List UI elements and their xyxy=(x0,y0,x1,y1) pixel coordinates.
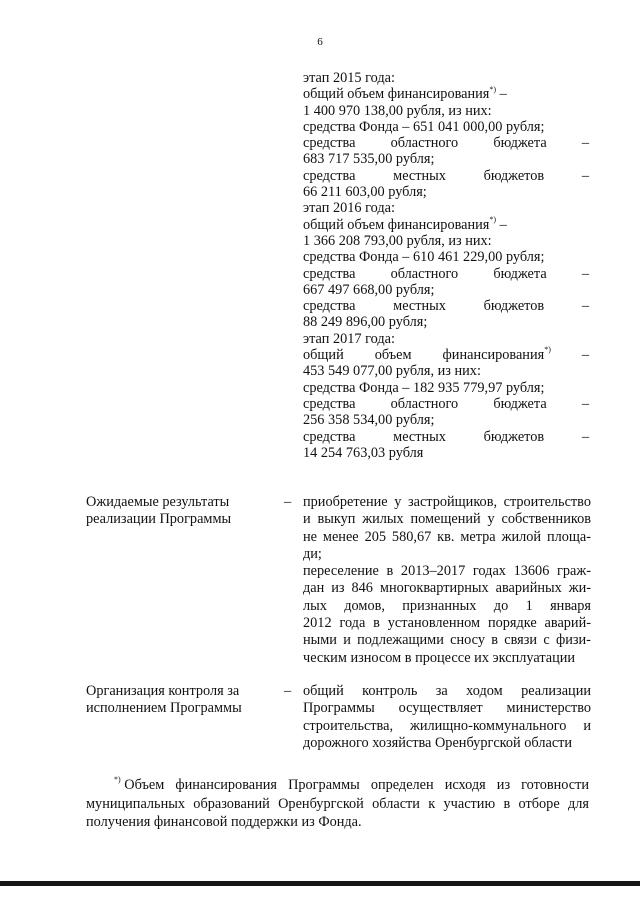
text-line xyxy=(303,700,591,717)
word: общий xyxy=(303,683,344,699)
text-line xyxy=(303,511,591,528)
word: осуществляет xyxy=(398,700,483,717)
word: бюджетов xyxy=(483,428,545,445)
word: ходом xyxy=(466,683,503,699)
word: строительство xyxy=(503,494,591,510)
stage-2015-title: этап 2015 года: xyxy=(303,70,395,86)
word: жилищно-коммунального xyxy=(409,717,567,734)
financing-block xyxy=(303,70,589,461)
footnote xyxy=(86,776,589,829)
word: средства xyxy=(303,135,356,152)
word: аварий- xyxy=(544,615,591,632)
word: – xyxy=(581,298,589,315)
text-line xyxy=(303,580,591,597)
marker: *) xyxy=(114,775,121,785)
word: января xyxy=(550,597,591,614)
word-with-marker xyxy=(443,347,551,363)
word: бюджета xyxy=(493,265,547,282)
word: физи- xyxy=(555,632,591,649)
text-line: ческим износом в процессе их эксплуатации xyxy=(303,649,576,666)
word: местных xyxy=(393,167,446,184)
stage-2017-amount: 453 549 077,00 рубля, из них: xyxy=(303,363,481,380)
label-line: исполнением Программы xyxy=(86,700,242,717)
word: бюджета xyxy=(493,135,547,152)
word: переселение xyxy=(303,563,379,580)
word: года xyxy=(339,615,366,632)
word: из xyxy=(496,777,511,793)
control-label xyxy=(86,683,266,718)
footnote-line xyxy=(86,776,589,795)
word: местных xyxy=(393,428,446,445)
word: за xyxy=(435,683,448,699)
word: финансирования xyxy=(442,347,545,364)
stage-2016-title: этап 2016 года: xyxy=(303,200,395,217)
word: местных xyxy=(393,298,446,315)
word: – xyxy=(581,265,589,282)
word: Программы xyxy=(288,777,360,793)
row-dash: – xyxy=(284,494,292,510)
word: к xyxy=(428,795,436,812)
expected-results-label xyxy=(86,494,266,529)
stage-2016-total xyxy=(303,214,589,233)
stage-2015-regional xyxy=(303,135,589,151)
word: областного xyxy=(390,265,459,282)
word: Оренбургской xyxy=(278,795,364,812)
word: жи- xyxy=(568,580,591,597)
control-text xyxy=(303,683,591,752)
word: с xyxy=(543,632,550,649)
footnote-marker: *) xyxy=(489,84,497,94)
footnote-marker: *) xyxy=(489,214,497,224)
word: помещений xyxy=(410,511,481,528)
word: объем xyxy=(374,347,412,364)
word: и xyxy=(583,717,591,734)
stage-2015-amount: 1 400 970 138,00 рубля, из них: xyxy=(303,102,492,119)
word: аварийных xyxy=(495,580,562,597)
word: подлежащими xyxy=(357,632,444,649)
word: для xyxy=(567,795,589,812)
stage-2016-fund: средства Фонда – 610 461 229,00 рубля; xyxy=(303,249,545,266)
word: общий xyxy=(303,347,344,364)
word: областного xyxy=(390,395,459,412)
page-number: 6 xyxy=(317,36,323,48)
word: из xyxy=(331,580,345,597)
word: порядке xyxy=(487,615,537,632)
word: 205 xyxy=(364,528,387,545)
word: приобретение xyxy=(303,494,388,510)
word: в xyxy=(491,632,498,649)
word: до xyxy=(493,597,509,614)
word: не xyxy=(303,528,317,545)
text-line xyxy=(303,598,591,615)
word: установленном xyxy=(387,615,481,632)
stage-2017-total xyxy=(303,347,589,363)
word: областного xyxy=(390,135,459,152)
word: в xyxy=(373,615,380,632)
word: сносу xyxy=(450,632,485,649)
stage-2017-regional xyxy=(303,396,589,412)
row-dash: – xyxy=(284,683,292,699)
word: средства xyxy=(303,265,356,282)
stage-2016-amount: 1 366 208 793,00 рубля, из них: xyxy=(303,232,492,249)
word: бюджета xyxy=(493,395,547,412)
word: министерство xyxy=(506,700,591,717)
word: у xyxy=(394,494,402,510)
word: собственников xyxy=(501,511,591,528)
word: готовности xyxy=(521,777,589,793)
word: финансирования xyxy=(175,777,277,793)
word: средства xyxy=(303,395,356,412)
word: выкуп xyxy=(317,511,356,528)
word: 2012 xyxy=(303,615,332,632)
word: бюджетов xyxy=(483,298,545,315)
text-line: ди; xyxy=(303,545,322,562)
word: исходя xyxy=(444,777,486,793)
word: дан xyxy=(303,580,325,597)
stage-2015-regional-amount: 683 717 535,00 рубля; xyxy=(303,151,435,168)
stage-2015-local-amount: 66 211 603,00 рубля; xyxy=(303,184,427,201)
footnote-line xyxy=(86,795,589,814)
stage-2016-local xyxy=(303,298,589,314)
word: средства xyxy=(303,167,356,184)
word: граж- xyxy=(557,563,591,580)
word: Программы xyxy=(303,700,375,717)
stage-2017-local xyxy=(303,429,589,445)
stage-2016-regional xyxy=(303,266,589,282)
stage-2017-title: этап 2017 года: xyxy=(303,330,395,347)
word: и xyxy=(303,511,311,528)
label-line: реализации Программы xyxy=(86,511,232,528)
word: менее xyxy=(322,528,359,545)
word: кв. xyxy=(437,528,455,545)
word: средства xyxy=(303,298,356,315)
word: застройщиков, xyxy=(407,494,498,510)
word: жилой xyxy=(501,528,542,545)
total-dash: – xyxy=(499,86,507,103)
stage-2015-local xyxy=(303,168,589,184)
word: жилых xyxy=(362,511,404,528)
word: годах xyxy=(472,563,506,580)
text-line xyxy=(303,683,591,700)
bottom-rule xyxy=(0,881,640,886)
word: 1 xyxy=(525,597,533,614)
word: 846 xyxy=(351,580,373,597)
text-line xyxy=(303,563,591,580)
word: отборе xyxy=(518,795,560,812)
word: – xyxy=(581,167,589,184)
word: в xyxy=(503,795,511,812)
text-line xyxy=(303,615,591,632)
word: лых xyxy=(303,597,327,614)
word: определен xyxy=(370,777,434,793)
text-line: дорожного хозяйства Оренбургской области xyxy=(303,734,573,751)
word: муниципальных xyxy=(86,795,185,812)
word: связи xyxy=(504,632,538,649)
total-dash: – xyxy=(499,216,507,233)
text-line xyxy=(303,718,591,735)
word: – xyxy=(581,135,589,152)
word: области xyxy=(372,795,420,812)
stage-2017-fund: средства Фонда – 182 935 779,97 рубля; xyxy=(303,379,545,396)
text-line xyxy=(303,632,591,649)
word: – xyxy=(581,395,589,412)
stage-2015-total xyxy=(303,86,589,102)
word: 13606 xyxy=(513,563,550,580)
word: ными xyxy=(303,632,337,649)
word: площа- xyxy=(546,528,591,545)
footnote-marker xyxy=(114,776,164,795)
footnote-marker: *) xyxy=(544,345,551,355)
text-line xyxy=(303,494,591,511)
word: строительства, xyxy=(303,717,394,734)
word: средства xyxy=(303,428,356,445)
word: образований xyxy=(193,795,270,812)
word: 2013–2017 xyxy=(400,563,466,580)
word: – xyxy=(581,428,589,445)
word: реализации xyxy=(521,683,591,699)
stage-2017-local-amount: 14 254 763,03 рубля xyxy=(303,444,424,461)
word: домов, xyxy=(344,597,385,614)
label-line: Ожидаемые результаты xyxy=(86,494,230,510)
word: многоквартирных xyxy=(379,580,489,597)
label-line: Организация контроля за xyxy=(86,683,240,699)
stage-2015-fund: средства Фонда – 651 041 000,00 рубля; xyxy=(303,118,545,135)
word: 580,67 xyxy=(391,528,432,545)
word: контроль xyxy=(362,683,418,699)
total-label: общий объем финансирования xyxy=(303,216,490,233)
word: участию xyxy=(443,795,496,812)
stage-2017-regional-amount: 256 358 534,00 рубля; xyxy=(303,412,435,429)
expected-results-text xyxy=(303,494,591,667)
word: и xyxy=(343,632,351,649)
total-label: общий объем финансирования xyxy=(303,86,490,103)
footnote-line: получения финансовой поддержки из Фонда. xyxy=(86,814,362,830)
word: – xyxy=(581,347,589,364)
word: в xyxy=(386,563,394,580)
text-line xyxy=(303,529,591,546)
stage-2016-regional-amount: 667 497 668,00 рубля; xyxy=(303,281,435,298)
word: бюджетов xyxy=(483,167,545,184)
word: признанных xyxy=(402,597,477,614)
stage-2016-local-amount: 88 249 896,00 рубля; xyxy=(303,314,428,331)
word: у xyxy=(487,511,495,528)
word: Объем xyxy=(124,777,165,793)
word: метра xyxy=(460,528,496,545)
